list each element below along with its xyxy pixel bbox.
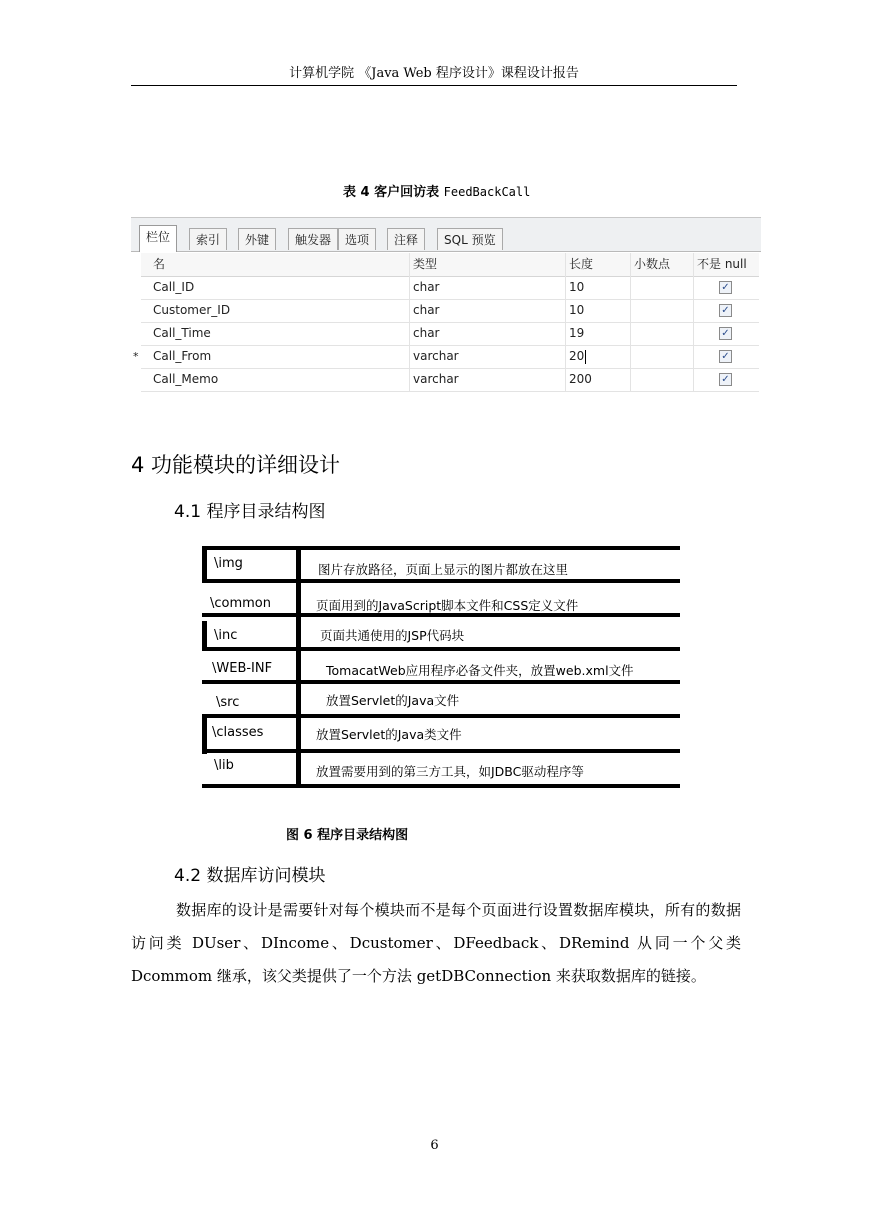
field-type[interactable]: char	[413, 303, 440, 317]
section-heading-4: 4 功能模块的详细设计	[131, 453, 341, 477]
section-heading-4-2: 4.2 数据库访问模块	[174, 866, 326, 886]
not-null-checkbox[interactable]: ✓	[719, 373, 732, 386]
field-length[interactable]: 10	[569, 280, 585, 294]
table-row[interactable]	[141, 276, 759, 300]
field-name[interactable]: Call_From	[153, 349, 212, 363]
directory-structure-diagram	[202, 546, 680, 788]
col-length-header[interactable]: 长度	[569, 257, 594, 271]
table-designer-screenshot	[131, 217, 761, 404]
tab-comments[interactable]: 注释	[387, 228, 425, 250]
table-row[interactable]	[141, 322, 759, 346]
field-type[interactable]: varchar	[413, 349, 459, 363]
tab-fields[interactable]: 栏位	[139, 225, 177, 252]
col-notnull-header[interactable]: 不是 null	[697, 257, 747, 271]
col-decimals-header[interactable]: 小数点	[634, 257, 671, 271]
table-caption-code: FeedBackCall	[443, 185, 531, 199]
tab-foreign-keys[interactable]: 外键	[238, 228, 276, 250]
not-null-checkbox[interactable]: ✓	[719, 327, 732, 340]
dir-name: \inc	[214, 628, 238, 643]
field-type[interactable]: char	[413, 280, 440, 294]
dir-desc: 放置Servlet的Java文件	[326, 693, 460, 708]
table-caption	[343, 181, 530, 200]
field-name[interactable]: Call_ID	[153, 280, 195, 294]
col-name-header[interactable]: 名	[153, 257, 166, 271]
not-null-checkbox[interactable]: ✓	[719, 281, 732, 294]
tab-indexes[interactable]: 索引	[189, 228, 227, 250]
current-row-marker: *	[133, 350, 139, 363]
dir-desc: 放置Servlet的Java类文件	[316, 727, 462, 742]
figure-caption: 图 6 程序目录结构图	[286, 828, 409, 843]
tab-sql-preview[interactable]: SQL 预览	[437, 228, 503, 250]
field-name[interactable]: Call_Time	[153, 326, 211, 340]
body-paragraph: 数据库的设计是需要针对每个模块而不是每个页面进行设置数据库模块，所有的数据访问类 DUser、DIncome、Dcustomer、DFeedback、DRemind 从同一个父类 Dcommom 继承，该父类提供了一个方法 getDBConnection 来获取数据库的链接。	[131, 901, 741, 985]
page-number: 6	[430, 1138, 439, 1153]
dir-desc: 放置需要用到的第三方工具，如JDBC驱动程序等	[316, 764, 584, 779]
not-null-checkbox[interactable]: ✓	[719, 304, 732, 317]
dir-name: \classes	[212, 725, 264, 740]
field-type[interactable]: varchar	[413, 372, 459, 386]
dir-desc: 页面共通使用的JSP代码块	[320, 628, 465, 643]
field-length[interactable]: 19	[569, 326, 585, 340]
grid-header-row	[141, 253, 759, 277]
page-header: 计算机学院 《Java Web 程序设计》课程设计报告	[131, 62, 737, 86]
dir-name: \common	[210, 596, 272, 611]
table-row[interactable]	[133, 345, 759, 369]
not-null-checkbox[interactable]: ✓	[719, 350, 732, 363]
dir-desc: 图片存放路径，页面上显示的图片都放在这里	[318, 562, 569, 577]
field-length[interactable]: 20	[569, 349, 585, 363]
dir-name: \lib	[214, 758, 234, 773]
designer-tab-bar	[131, 218, 761, 252]
tab-options[interactable]: 选项	[338, 228, 376, 250]
tab-triggers[interactable]: 触发器	[288, 228, 338, 250]
field-name[interactable]: Call_Memo	[153, 372, 219, 386]
dir-name: \img	[214, 556, 243, 571]
table-caption-label: 表 4 客户回访表	[343, 185, 440, 200]
field-length[interactable]: 200	[569, 372, 592, 386]
col-type-header[interactable]: 类型	[413, 257, 438, 271]
dir-name: \WEB-INF	[212, 661, 273, 676]
text-caret	[585, 350, 586, 364]
dir-desc: TomacatWeb应用程序必备文件夹，放置web.xml文件	[326, 663, 634, 678]
dir-desc: 页面用到的JavaScript脚本文件和CSS定义文件	[316, 598, 579, 613]
field-length-editing[interactable]	[569, 345, 586, 368]
table-row[interactable]	[141, 368, 759, 392]
section-heading-4-1: 4.1 程序目录结构图	[174, 502, 326, 522]
dir-name: \src	[216, 695, 240, 710]
table-row[interactable]	[141, 299, 759, 323]
field-name[interactable]: Customer_ID	[153, 303, 231, 317]
field-length[interactable]: 10	[569, 303, 585, 317]
field-type[interactable]: char	[413, 326, 440, 340]
